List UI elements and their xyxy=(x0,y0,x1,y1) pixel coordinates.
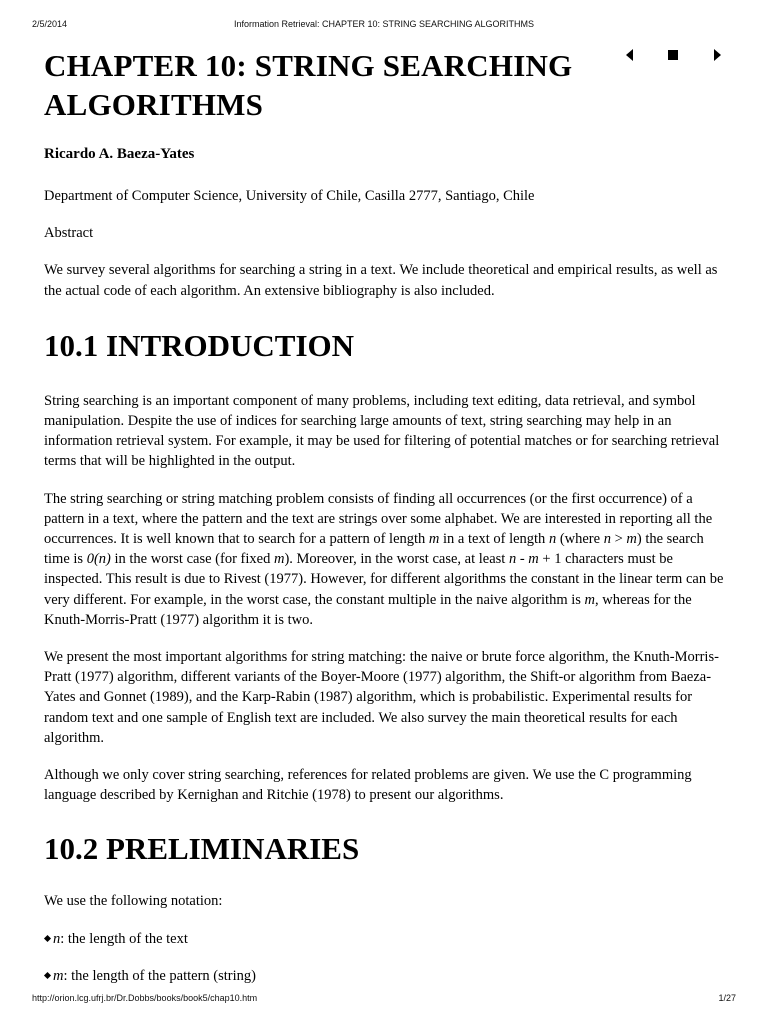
abstract-label: Abstract xyxy=(44,225,94,242)
page-number: 1/27 xyxy=(718,993,736,1003)
notation-intro: We use the following notation: xyxy=(44,893,223,910)
author-name: Ricardo A. Baeza-Yates xyxy=(44,146,195,162)
print-date: 2/5/2014 xyxy=(32,19,68,29)
section-heading-introduction: 10.1 INTRODUCTION xyxy=(44,327,355,363)
notation-item: m: the length of the pattern (string) xyxy=(44,966,726,986)
page-url: http://orion.lcg.ufrj.br/Dr.Dobbs/books/book5/chap10.htm xyxy=(32,993,258,1003)
author-affiliation: Department of Computer Science, University of Chile, Casilla 2777, Santiago, Chile xyxy=(44,188,535,204)
diamond-bullet-icon xyxy=(44,935,51,942)
print-header xyxy=(32,19,736,31)
intro-paragraph-4: Although we only cover string searching, references for related problems are given. We use the C programming language described by Kernighan and Ritchie (1978) to present our algorithms. xyxy=(44,767,692,804)
notation-item: n: the length of the text xyxy=(44,929,726,949)
print-footer xyxy=(32,993,736,1005)
intro-paragraph-3: We present the most important algorithms for string matching: the naive or brute force algorithm, the Knuth-Morris-Pratt (1977) algorithm, different variants of the Boyer-Moore (1977) algorithm, the Shift-or algorithm from Baeza-Yates and Gonnet (1989), and the Karp-Rabin (1987) algorithm, which is probabilistic. Experimental results for random text and one sample of English text are included. We also survey the main theoretical results for each algorithm. xyxy=(44,649,719,746)
abstract-text: We survey several algorithms for searching a string in a text. We include theoretical and empirical results, as well as the actual code of each algorithm. An extensive bibliography is also included. xyxy=(44,262,718,299)
intro-paragraph-2: The string searching or string matching problem consists of finding all occurrences (or the first occurrence) of a pattern in a text, where the pattern and the text are strings over some alphabet. We are interested in reporting all the occurrences. It is well known that to search for a pattern of length m in a text of length n (where n > m) the search time is 0(n) in the worst case (for fixed m). Moreover, in the worst case, at least n - m + 1 characters must be inspected. This result is due to Rivest (1977). However, for different algorithms the constant in the linear term can be very different. For example, in the worst case, the constant multiple in the naive algorithm is m, whereas for the Knuth-Morris-Pratt (1977) algorithm it is two. xyxy=(44,490,724,628)
diamond-bullet-icon xyxy=(44,972,51,979)
section-heading-preliminaries: 10.2 PRELIMINARIES xyxy=(44,831,360,867)
chapter-content xyxy=(44,42,726,986)
intro-paragraph-1: String searching is an important component of many problems, including text editing, data retrieval, and symbol manipulation. Despite the use of indices for searching large amounts of text, string searching may help in an information retrieval system. For example, it may be used for filtering of potential matches or for searching retrieval terms that will be highlighted in the output. xyxy=(44,392,720,470)
chapter-title: CHAPTER 10: STRING SEARCHING ALGORITHMS xyxy=(44,48,573,122)
print-title: Information Retrieval: CHAPTER 10: STRING SEARCHING ALGORITHMS xyxy=(233,19,535,29)
